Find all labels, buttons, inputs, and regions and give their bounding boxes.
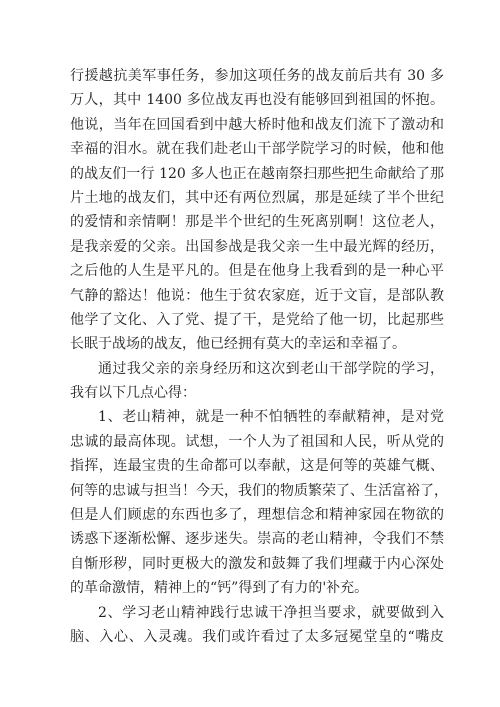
body-text (70, 64, 448, 649)
text-line: 2、学习老山精神践行忠诚干净担当要求，就要做到入 (98, 604, 444, 621)
text-line: 脑、入心、入灵魂。我们或许看过了太多冠冕堂皇的“嘴皮 (70, 628, 444, 645)
text-line: 他说，当年在回国看到中越大桥时他和战友们流下了激动和 (70, 116, 444, 133)
text-line: 行援越抗美军事任务，参加这项任务的战友前后共有 30 多 (70, 68, 444, 84)
text-line: 诱惑下逐渐松懈、逐步迷失。崇高的老山精神，令我们不禁 (70, 531, 444, 548)
text-line: 通过我父亲的亲身经历和这次到老山干部学院的学习， (98, 360, 444, 377)
text-line: 幸福的泪水。就在我们赴老山干部学院学习的时候，他和他 (70, 141, 444, 158)
text-line: 万人，其中 1400 多位战友再也没有能够回到祖国的怀抱。 (70, 92, 444, 109)
text-line: 的战友们一行 120 多人也正在越南祭扫那些把生命献给了那 (70, 165, 444, 182)
text-line: 忠诚的最高体现。试想，一个人为了祖国和人民，听从党的 (70, 433, 444, 450)
text-line: 气静的豁达！他说：他生于贫农家庭，近于文盲，是部队教 (70, 287, 444, 304)
text-line: 之后他的人生是平凡的。但是在他身上我看到的是一种心平 (70, 263, 444, 280)
text-line: 的革命激情，精神上的“钙”得到了有力的'补充。 (70, 580, 369, 597)
text-line: 长眠于战场的战友，他已经拥有莫大的幸运和幸福了。 (70, 336, 406, 353)
text-line: 他学了文化、入了党、提了干，是党给了他一切，比起那些 (70, 311, 444, 328)
text-line: 自惭形秽，同时更极大的激发和鼓舞了我们埋藏于内心深处 (70, 555, 444, 572)
text-line: 指挥，连最宝贵的生命都可以奉献，这是何等的英雄气概、 (70, 458, 444, 475)
text-line: 片土地的战友们，其中还有两位烈属，那是延续了半个世纪 (70, 189, 444, 206)
text-line: 1、老山精神，就是一种不怕牺牲的奉献精神，是对党 (98, 409, 444, 426)
text-line: 但是人们顾虑的东西也多了，理想信念和精神家园在物欲的 (70, 507, 444, 524)
text-line: 我有以下几点心得： (70, 385, 196, 402)
text-line: 是我亲爱的父亲。出国参战是我父亲一生中最光辉的经历， (70, 238, 444, 255)
text-line: 的爱情和亲情啊！那是半个世纪的生死离别啊！这位老人， (70, 214, 444, 231)
text-line: 何等的忠诚与担当！今天，我们的物质繁荣了、生活富裕了， (70, 482, 448, 499)
